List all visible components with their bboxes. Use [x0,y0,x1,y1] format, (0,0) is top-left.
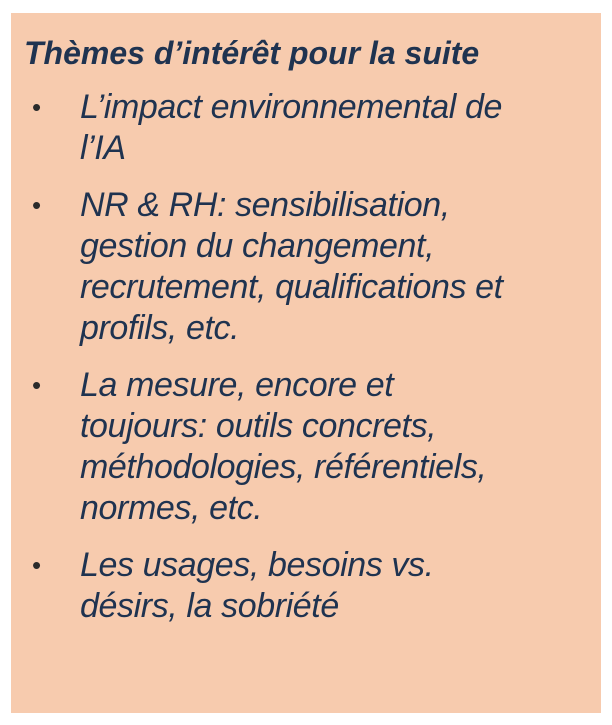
bullet-icon: • [32,550,42,580]
topic-line: normes, etc. [80,489,263,527]
topic-line: La mesure, encore et [80,366,394,404]
panel-title: Thèmes d’intérêt pour la suite [24,35,480,71]
bullet-icon: • [32,92,42,122]
topic-line: recrutement, qualifications et [80,268,503,306]
topic-text [80,87,610,169]
topic-text [80,365,610,529]
topic-line: méthodologies, référentiels, [80,448,487,486]
topic-line: l’IA [80,129,126,167]
topic-line: Les usages, besoins vs. [80,546,434,584]
topic-line: désirs, la sobriété [80,587,339,625]
list-item [24,185,601,349]
topic-line: gestion du changement, [80,227,435,265]
topic-list [24,87,601,627]
topic-line: toujours: outils concrets, [80,407,437,445]
list-item [24,545,601,627]
topic-line: NR & RH: sensibilisation, [80,186,450,224]
topic-text [80,545,610,627]
list-item [24,87,601,169]
bullet-icon: • [32,190,42,220]
topic-line: profils, etc. [80,309,240,347]
bullet-icon: • [32,370,42,400]
topic-line: L’impact environnemental de [80,88,503,126]
topics-panel [11,13,601,713]
topic-text [80,185,610,349]
list-item [24,365,601,529]
